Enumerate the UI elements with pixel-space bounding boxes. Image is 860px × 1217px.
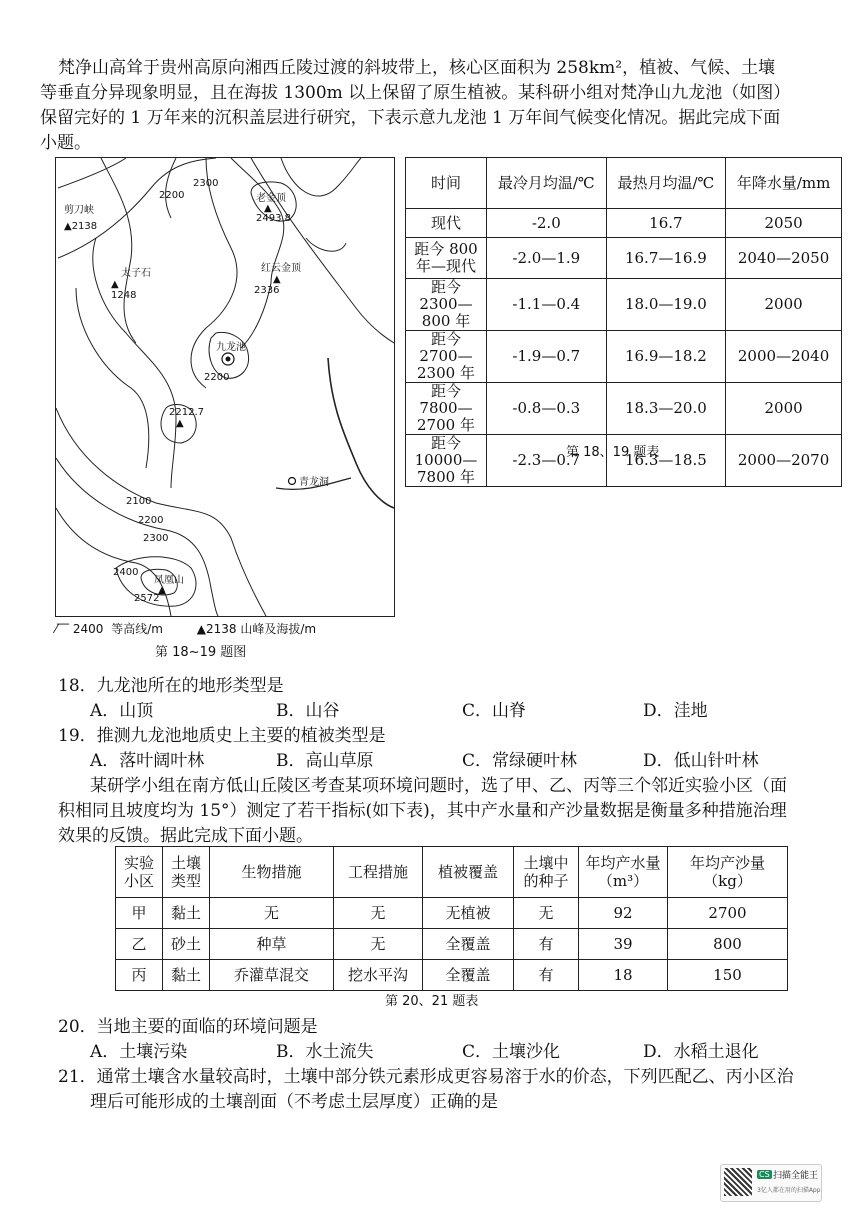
laojinding-label: 老金顶 [256, 193, 286, 204]
intro2-line-1: 某研学小组在南方低山丘陵区考查某项环境问题时，选了甲、乙、丙等三个邻近实验小区（面 [90, 776, 787, 796]
q20-option-d: D．水稻土退化 [643, 1042, 759, 1062]
table-cell: 无植被 [423, 898, 514, 929]
table-cell: 有 [514, 929, 579, 960]
table-cell: 黏土 [163, 960, 210, 991]
table-cell: -2.3—0.7 [487, 435, 607, 487]
table-row [406, 209, 842, 238]
q20-option-b: B．水土流失 [276, 1042, 374, 1062]
q19-option-a: A．落叶阔叶林 [90, 751, 205, 771]
table-header-cell: 年降水量/mm [726, 158, 842, 209]
table-header-cell: 植被覆盖 [423, 847, 514, 898]
table-header-cell: 实验小区 [116, 847, 163, 898]
intro-line-1: 梵净山高耸于贵州高原向湘西丘陵过渡的斜坡带上，核心区面积为 258km²，植被、气候、土壤 [58, 58, 776, 78]
table-header-cell: 年均产水量（m³） [579, 847, 668, 898]
river [328, 358, 394, 508]
table-cell: -2.0 [487, 209, 607, 238]
contour-line [58, 158, 126, 188]
scanner-badge: CS [759, 1170, 770, 1179]
jiulongchi-pool-inner [226, 357, 231, 362]
intro2-line-2: 积相同且坡度均为 15°）测定了若干指标(如下表)，其中产水量和产沙量数据是衡量多种措施治理 [58, 801, 787, 821]
table-cell: 2000—2070 [726, 435, 842, 487]
table-header-cell: 最冷月均温/℃ [487, 158, 607, 209]
qinglongdong-marker [289, 478, 296, 485]
table-cell: 挖水平沟 [334, 960, 423, 991]
intro2-line-3: 效果的反馈。据此完成下面小题。 [58, 826, 313, 846]
table-cell: 距今 800年—现代 [406, 238, 487, 279]
soil-table-caption: 第 20、21 题表 [385, 994, 479, 1009]
q19-stem: 19．推测九龙池地质史上主要的植被类型是 [58, 726, 386, 746]
table-header-cell: 工程措施 [334, 847, 423, 898]
table-row [116, 898, 788, 929]
table-header-cell: 土壤中的种子 [514, 847, 579, 898]
legend-peak-text: ▲2138 山峰及海拔/m [196, 622, 317, 636]
q18-option-c: C．山脊 [462, 701, 527, 721]
fenghuangshan-alt: 2572 [134, 593, 160, 604]
table-row [116, 960, 788, 991]
hongyunjinding-label: 红云金顶 [261, 263, 301, 274]
contour-label-2400: 2400 [113, 567, 139, 578]
contour-label-2200-top: 2200 [159, 190, 185, 201]
scanner-watermark [720, 1164, 822, 1202]
table-cell: 乔灌草混交 [210, 960, 334, 991]
peak-2212-alt: 2212.7 [169, 407, 204, 418]
table-cell: 黏土 [163, 898, 210, 929]
table-cell: 16.9—18.2 [606, 331, 726, 383]
qr-code-icon [724, 1168, 752, 1196]
table-cell: -1.1—0.4 [487, 279, 607, 331]
table-cell: 18 [579, 960, 668, 991]
table-cell: 39 [579, 929, 668, 960]
jiandaoxia-alt: ▲2138 [64, 221, 98, 232]
table-cell: -1.9—0.7 [487, 331, 607, 383]
table-cell: -0.8—0.3 [487, 383, 607, 435]
table-cell: 全覆盖 [423, 960, 514, 991]
table-cell: 2000 [726, 279, 842, 331]
table-cell: 18.3—20.0 [606, 383, 726, 435]
contour-label-2100: 2100 [126, 496, 152, 507]
table-cell: 2000—2040 [726, 331, 842, 383]
table-header-row [406, 158, 842, 209]
table-cell: 无 [210, 898, 334, 929]
contour-map-svg [56, 158, 394, 616]
table-cell: 18.0—19.0 [606, 279, 726, 331]
table-cell: 2050 [726, 209, 842, 238]
table-header-cell: 土壤类型 [163, 847, 210, 898]
peak-2212-icon: ▲ [176, 418, 184, 429]
map-caption: 第 18~19 题图 [155, 645, 247, 660]
table-cell: 2000 [726, 383, 842, 435]
contour-line [281, 158, 361, 196]
table-cell: 16.7 [606, 209, 726, 238]
taiziding-peak-icon: ▲ [111, 279, 119, 290]
legend-contour-text: 等高线/m [111, 622, 163, 636]
q21-line-2: 理后可能形成的土壤剖面（不考虑土层厚度）正确的是 [90, 1092, 498, 1112]
table-row [406, 279, 842, 331]
intro-line-4: 小题。 [40, 133, 91, 153]
contour-label-2200-pool: 2200 [204, 372, 230, 383]
table-row [406, 238, 842, 279]
table-cell: 距今 10000—7800 年 [406, 435, 487, 487]
q19-option-d: D．低山针叶林 [643, 751, 759, 771]
table-cell: 16.3—18.5 [606, 435, 726, 487]
scanner-brand: 扫描全能王 [773, 1171, 819, 1181]
hongyunjinding-alt: 2336 [254, 285, 280, 296]
table-cell: 2700 [668, 898, 788, 929]
contour-line [101, 158, 136, 343]
taiziding-alt: 1248 [111, 290, 137, 301]
q18-option-b: B．山谷 [276, 701, 340, 721]
table-cell: 无 [514, 898, 579, 929]
table-cell: 全覆盖 [423, 929, 514, 960]
table-cell: -2.0—1.9 [487, 238, 607, 279]
taiziding-label: 太子石 [121, 268, 151, 279]
contour-map [55, 157, 395, 617]
laojinding-alt: 2493.8 [256, 213, 291, 224]
table-cell: 无 [334, 929, 423, 960]
table-cell: 种草 [210, 929, 334, 960]
contour-label-2200: 2200 [138, 515, 164, 526]
map-legend [55, 620, 316, 637]
contour-label-2300: 2300 [143, 533, 169, 544]
q19-option-c: C．常绿硬叶林 [462, 751, 578, 771]
q18-option-d: D．洼地 [643, 701, 708, 721]
table-cell: 距今 2300—800 年 [406, 279, 487, 331]
table-cell: 150 [668, 960, 788, 991]
scanner-subtitle: 3亿人都在用的扫描App [757, 1187, 821, 1194]
table-row [116, 929, 788, 960]
contour-label-2300-top: 2300 [193, 178, 219, 189]
q20-option-a: A．土壤污染 [90, 1042, 188, 1062]
jiandaoxia-label: 剪刀峡 [64, 205, 94, 216]
intro-line-2: 等垂直分异现象明显，且在海拔 1300m 以上保留了原生植被。某科研小组对梵净山九龙池（如图） [40, 83, 791, 103]
table-row [406, 331, 842, 383]
qinglongdong-label: 青龙洞 [299, 477, 329, 488]
table-cell: 有 [514, 960, 579, 991]
q18-stem: 18．九龙池所在的地形类型是 [58, 676, 284, 696]
climate-table [405, 157, 842, 487]
climate-table-caption: 第 18、19 题表 [566, 445, 660, 460]
q21-line-1: 21．通常土壤含水量较高时，土壤中部分铁元素形成更容易溶于水的价态，下列匹配乙、丙小区治 [58, 1067, 794, 1087]
jiulongchi-label: 九龙池 [216, 342, 246, 353]
contour-line [166, 158, 176, 218]
table-row [406, 383, 842, 435]
contour-line [251, 158, 394, 343]
table-header-cell: 生物措施 [210, 847, 334, 898]
laojinding-peak-icon: ▲ [264, 203, 272, 214]
soil-table [115, 846, 788, 991]
table-header-cell: 年均产沙量（kg） [668, 847, 788, 898]
table-cell: 乙 [116, 929, 163, 960]
table-header-cell: 最热月均温/℃ [606, 158, 726, 209]
table-cell: 16.7—16.9 [606, 238, 726, 279]
table-cell: 甲 [116, 898, 163, 929]
table-cell: 距今 2700—2300 年 [406, 331, 487, 383]
legend-contour-icon: ⁄‾‾ [55, 622, 70, 636]
q20-option-c: C．土壤沙化 [462, 1042, 561, 1062]
contour-line [231, 158, 284, 348]
table-cell: 无 [334, 898, 423, 929]
table-cell: 现代 [406, 209, 487, 238]
table-cell: 丙 [116, 960, 163, 991]
table-cell: 800 [668, 929, 788, 960]
table-cell: 2040—2050 [726, 238, 842, 279]
legend-contour-value: 2400 [72, 622, 104, 636]
table-cell: 距今 7800—2700 年 [406, 383, 487, 435]
hongyunjinding-peak-icon: ▲ [273, 274, 281, 285]
q19-option-b: B．高山草原 [276, 751, 374, 771]
contour-line [76, 288, 149, 468]
table-header-row [116, 847, 788, 898]
fenghuangshan-peak-icon: ▲ [158, 585, 166, 596]
q18-option-a: A．山顶 [90, 701, 154, 721]
intro-line-3: 保留完好的 1 万年来的沉积盖层进行研究，下表示意九龙池 1 万年间气候变化情况。据此完成下面 [40, 108, 781, 128]
table-header-cell: 时间 [406, 158, 487, 209]
q20-stem: 20．当地主要的面临的环境问题是 [58, 1017, 318, 1037]
fenghuangshan-label: 凤凰山 [154, 575, 184, 586]
table-cell: 92 [579, 898, 668, 929]
table-cell: 砂土 [163, 929, 210, 960]
